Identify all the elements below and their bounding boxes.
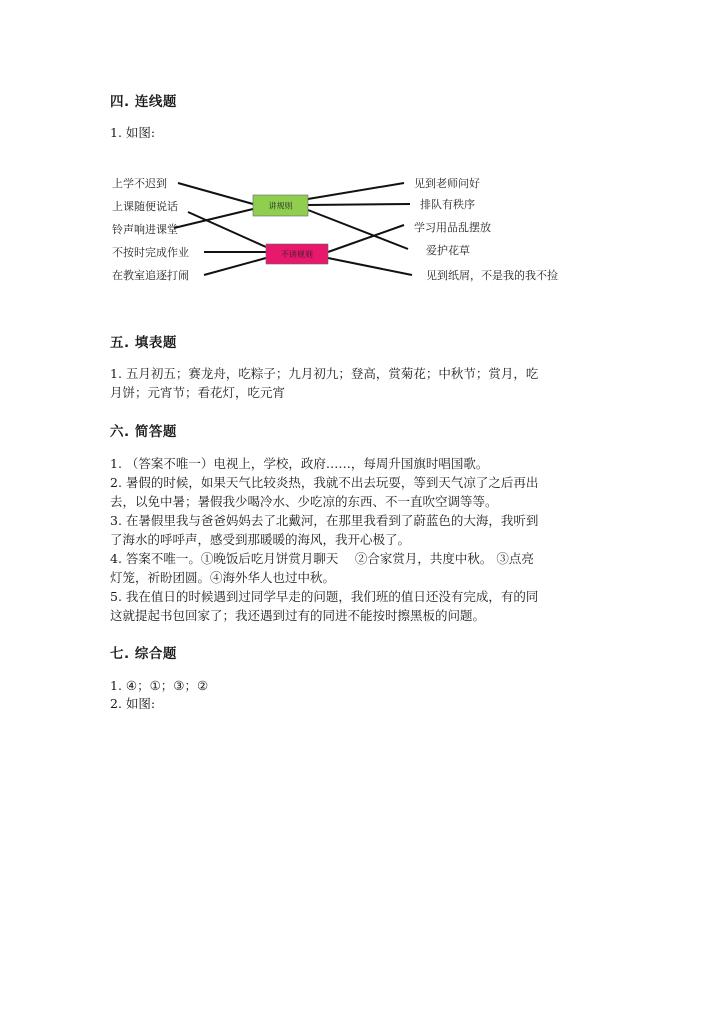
answer-line: 灯笼，祈盼团圆。④海外华人也过中秋。 <box>110 570 336 585</box>
left-item: 铃声响进课堂 <box>112 223 178 236</box>
answer-line: 2. 暑假的时候，如果天气比较炎热，我就不出去玩耍，等到天气凉了之后再出 <box>110 475 539 490</box>
matching-diagram-svg <box>108 166 588 294</box>
left-item: 上课随便说话 <box>112 200 178 213</box>
answer-line: 4. 答案不唯一。①晚饭后吃月饼赏月聊天 ②合家赏月，共度中秋。 ③点亮 <box>110 551 534 566</box>
link-line <box>328 225 404 252</box>
answer-line: 2. 如图: <box>110 696 156 711</box>
right-item: 见到老师问好 <box>414 177 480 190</box>
answer-line: 去，以免中暑；暑假我少喝冷水、少吃凉的东西、不一直吹空调等等。 <box>110 494 498 509</box>
section-title-comprehensive: 七. 综合题 <box>110 646 177 662</box>
link-line <box>328 258 412 275</box>
right-item: 排队有秩序 <box>420 198 475 211</box>
link-line <box>204 258 266 275</box>
question-line: 1. 如图: <box>110 125 156 140</box>
link-line <box>178 183 253 204</box>
right-item: 学习用品乱摆放 <box>414 221 491 234</box>
answer-line: 月饼；元宵节；看花灯，吃元宵 <box>110 385 286 400</box>
left-item: 不按时完成作业 <box>112 246 189 259</box>
link-line <box>174 209 253 228</box>
link-line <box>308 183 404 199</box>
rule-box-pink-label: 不讲规则 <box>281 250 313 259</box>
right-item: 见到纸屑，不是我的我不捡 <box>426 269 558 282</box>
answer-line: 1. （答案不唯一）电视上，学校，政府……，每周升国旗时唱国歌。 <box>110 456 489 471</box>
matching-diagram <box>108 166 588 294</box>
answer-line: 3. 在暑假里我与爸爸妈妈去了北戴河，在那里我看到了蔚蓝色的大海，我听到 <box>110 513 539 528</box>
link-line <box>308 204 410 205</box>
section-title-matching: 四. 连线题 <box>110 94 177 110</box>
section-title-short-answer: 六. 简答题 <box>110 424 177 440</box>
left-item: 上学不迟到 <box>112 177 167 190</box>
right-item: 爱护花草 <box>426 244 470 257</box>
answer-line: 1. ④；①；③；② <box>110 678 209 693</box>
rule-box-green-label: 讲规则 <box>268 201 293 211</box>
answer-line: 5. 我在值日的时候遇到过同学早走的问题，我们班的值日还没有完成，有的同 <box>110 589 539 604</box>
left-item: 在教室追逐打闹 <box>112 269 189 282</box>
answer-line: 这就提起书包回家了；我还遇到过有的同进不能按时擦黑板的问题。 <box>110 608 486 623</box>
answer-line: 了海水的呼呼声，感受到那暖暖的海风，我开心极了。 <box>110 532 411 547</box>
answer-line: 1. 五月初五；赛龙舟，吃粽子；九月初九；登高，赏菊花；中秋节；赏月，吃 <box>110 366 539 381</box>
section-title-table: 五. 填表题 <box>110 335 177 351</box>
link-line <box>188 212 266 247</box>
